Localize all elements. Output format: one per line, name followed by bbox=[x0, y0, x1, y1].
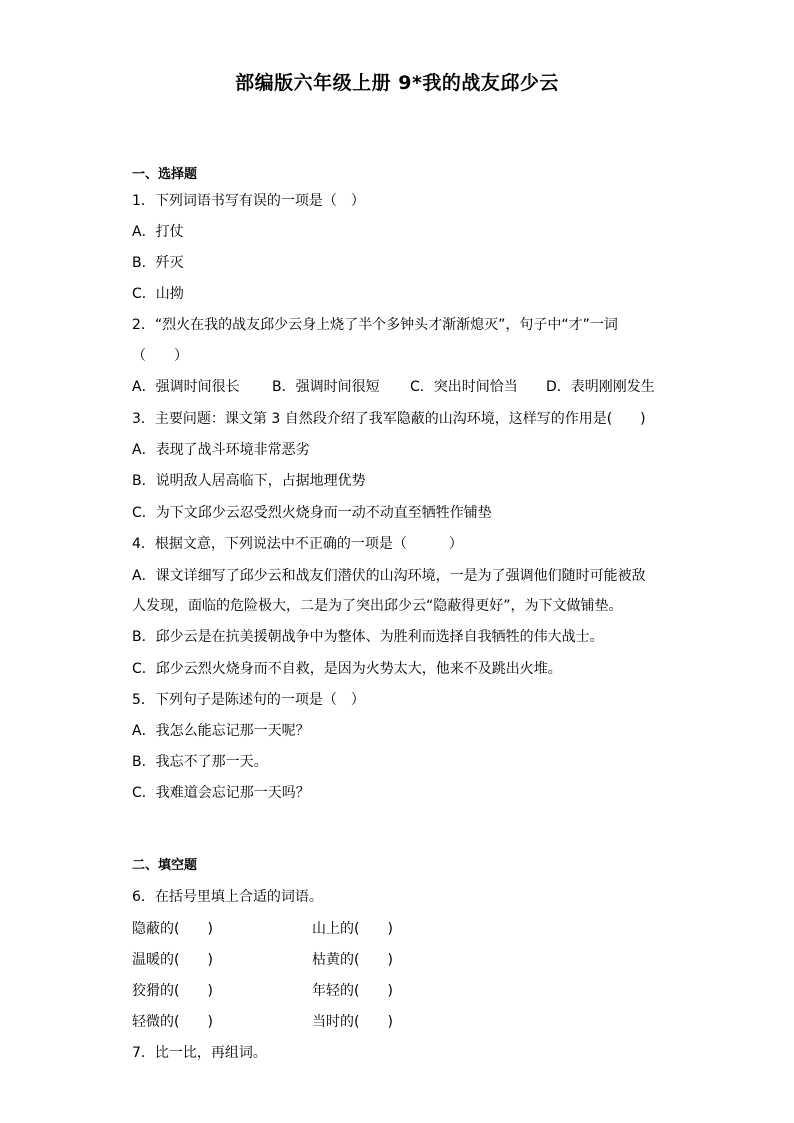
question-6-blank: 狡猾的( ) bbox=[132, 983, 213, 999]
question-1-stem: 1．下列词语书写有误的一项是（ ） bbox=[132, 193, 365, 209]
question-3-option-c: C．为下文邱少云忍受烈火烧身而一动不动直至牺牲作铺垫 bbox=[132, 505, 492, 521]
question-1-option-b: B．歼灭 bbox=[132, 255, 184, 271]
question-5-option-a: A．我怎么能忘记那一天呢？ bbox=[132, 723, 310, 739]
question-3-stem: 3．主要问题：课文第 3 自然段介绍了我军隐蔽的山沟环境，这样写的作用是( ) bbox=[132, 411, 646, 427]
question-2-option-d: D．表明刚刚发生 bbox=[546, 379, 655, 395]
question-2-option-a: A．强调时间很长 bbox=[132, 379, 240, 395]
question-2-option-b: B．强调时间很短 bbox=[272, 379, 380, 395]
section-heading-fill: 二、填空题 bbox=[132, 858, 198, 873]
question-1-option-c: C．山拗 bbox=[132, 286, 184, 302]
question-6-blank: 当时的( ) bbox=[312, 1014, 393, 1030]
question-3-option-a: A．表现了战斗环境非常恶劣 bbox=[132, 442, 310, 458]
question-4-option-c: C．邱少云烈火烧身而不自救，是因为火势太大，他来不及跳出火堆。 bbox=[132, 661, 562, 677]
question-1-option-a: A．打仗 bbox=[132, 224, 184, 240]
question-7-stem: 7．比一比，再组词。 bbox=[132, 1045, 267, 1061]
question-6-blank: 轻微的( ) bbox=[132, 1014, 213, 1030]
question-4-stem: 4．根据文意，下列说法中不正确的一项是（ ） bbox=[132, 536, 463, 552]
question-4-option-a-line-2: 人发现，面临的危险极大，二是为了突出邱少云“隐蔽得更好”，为下文做铺垫。 bbox=[132, 598, 623, 614]
question-6-blank: 隐蔽的( ) bbox=[132, 921, 213, 937]
question-2-stem-continued: （ ） bbox=[132, 348, 188, 364]
question-2-option-c: C．突出时间恰当 bbox=[410, 379, 518, 395]
question-4-option-b: B．邱少云是在抗美援朝战争中为整体、为胜利而选择自我牺牲的伟大战士。 bbox=[132, 629, 604, 645]
question-6-blank: 枯黄的( ) bbox=[312, 952, 393, 968]
question-6-stem: 6．在括号里填上合适的词语。 bbox=[132, 889, 323, 905]
question-6-blank: 温暖的( ) bbox=[132, 952, 213, 968]
question-5-stem: 5．下列句子是陈述句的一项是（ ） bbox=[132, 692, 365, 708]
question-3-option-b: B．说明敌人居高临下，占据地理优势 bbox=[132, 473, 366, 489]
document-title: 部编版六年级上册 9*我的战友邱少云 bbox=[235, 72, 559, 94]
question-5-option-b: B．我忘不了那一天。 bbox=[132, 754, 268, 770]
question-6-blank: 山上的( ) bbox=[312, 921, 393, 937]
question-4-option-a-line-1: A．课文详细写了邱少云和战友们潜伏的山沟环境，一是为了强调他们随时可能被敌 bbox=[132, 568, 646, 584]
question-5-option-c: C．我难道会忘记那一天吗？ bbox=[132, 785, 310, 801]
question-6-blank: 年轻的( ) bbox=[312, 983, 393, 999]
question-2-stem: 2．“烈火在我的战友邱少云身上烧了半个多钟头才渐渐熄灭”，句子中“才”一词 bbox=[132, 317, 618, 333]
section-heading-choice: 一、选择题 bbox=[132, 167, 198, 182]
